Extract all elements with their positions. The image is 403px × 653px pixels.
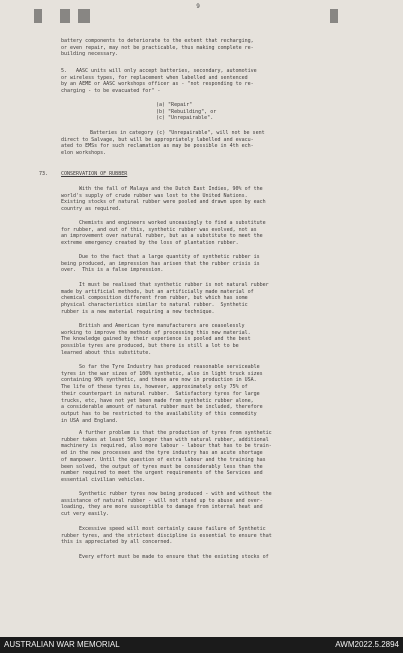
paragraph-5-body [61, 75, 254, 95]
text-line: learned about this substitute. [61, 349, 152, 356]
section-heading: CONSERVATION OF RUBBER [61, 171, 128, 177]
text-line: over. This is a false impression. [61, 267, 164, 274]
text-line: by an AEME or AASC workshops officer as - "not responding to re- [61, 81, 254, 88]
text-line: rubber is a new material requiring a new technique. [61, 308, 215, 315]
paragraph [61, 430, 272, 484]
archive-reference: AWM2022.5.2894 [335, 640, 399, 649]
option-item [156, 115, 216, 122]
archive-footer [0, 637, 403, 653]
option-label: (b) [156, 108, 166, 115]
text-line: assistance of natural rubber - will not stand up to abuse and over- [61, 497, 263, 504]
text-line: Batteries in category (c) "Unrepairable", will not be sent [90, 130, 265, 136]
paragraph [61, 220, 266, 247]
text-line: ated to EMSs for such reclamation as may be possible in 4th ech- [61, 143, 254, 150]
text-line: Synthetic rubber tyres now being produced - with and without the [79, 491, 272, 497]
text-line: working to improve the methods of processing this new material. [61, 329, 251, 336]
page-number: 9 [196, 3, 200, 10]
page-top-tabs [0, 0, 403, 32]
text-line: of manpower. Until the question of extra labour and the training has [61, 456, 266, 463]
paragraph-5-closing [61, 130, 265, 157]
options-list [156, 102, 216, 122]
text-line: being produced, an impression has arisen that the rubber crisis is [61, 260, 260, 267]
binding-tab [330, 9, 338, 23]
text-line: direct to Salvage, but will be appropriately labelled and evacu- [61, 136, 254, 143]
text-line: world's supply of crude rubber was lost to the United Nations. [61, 192, 248, 199]
text-line: British and American tyre manufacturers are ceaselessly [79, 323, 245, 329]
text-line: rubber tyres, and the strictest discipline is essential to ensure that [61, 532, 272, 539]
option-text: "Rebuilding", or [168, 108, 217, 115]
text-line: ed in the new processes and the tyre industry has an acute shortage [61, 450, 263, 457]
paragraph [61, 186, 266, 213]
text-line: It must be realised that synthetic rubber is not natural rubber [79, 282, 269, 288]
text-line: Chemists and engineers worked unceasingly to find a substitute [79, 220, 266, 226]
text-line: output has to be restricted to the availability of this commodity [61, 410, 257, 417]
document-body [0, 38, 403, 637]
text-line: or even repair, may not be practicable, thus making complete re- [61, 44, 254, 51]
text-line: country as required. [61, 206, 122, 213]
text-line: AASC units will only accept batteries, secondary, automotive [76, 68, 257, 74]
text-line: Every effort must be made to ensure that the existing stocks of [79, 554, 269, 560]
text-line: their counterpart in natural rubber. Satisfactory tyres for large [61, 390, 260, 397]
text-line: number required to meet the urgent requirements of the Services and [61, 470, 263, 477]
paragraph-number: 5. [61, 68, 68, 74]
text-line: possible tyres are produced, but there is still a lot to be [61, 343, 239, 350]
text-line: or wireless types, for replacement when labelled and sentenced [61, 74, 248, 81]
option-label: (a) [156, 102, 166, 108]
text-line: physical characteristics similar to natural rubber. Synthetic [61, 302, 248, 309]
text-line: made by artificial methods, but an artificially made material of [61, 288, 254, 295]
text-line: in USA and England. [61, 417, 119, 424]
option-label: (c) [156, 115, 166, 122]
binding-tab [78, 9, 90, 23]
binding-tab [60, 9, 70, 23]
text-line: elon workshops. [61, 150, 107, 157]
section-number: 73. [39, 171, 49, 177]
paragraph [61, 282, 269, 316]
text-line: trucks, etc, have not yet been made from synthetic rubber alone, [61, 397, 254, 404]
text-line: this is appreciated by all concerned. [61, 539, 173, 546]
paragraph [61, 364, 263, 424]
intro-paragraph [61, 38, 254, 58]
text-line: With the fall of Malaya and the Dutch East Indies, 90% of the [79, 186, 263, 192]
text-line: rubber takes at least 50% longer than with natural rubber, additional [61, 436, 269, 443]
text-line: extreme emergency created by the loss of plantation rubber. [61, 240, 239, 247]
text-line: loading, they are more susceptible to damage from internal heat and [61, 504, 263, 511]
text-line: Existing stocks of natural rubber were pooled and drawn upon by each [61, 199, 266, 206]
text-line: Excessive speed will most certainly cause failure of Synthetic [79, 526, 266, 532]
text-line: So far the Tyre Industry has produced reasonable serviceable [79, 364, 260, 370]
text-line: essential civilian vehicles. [61, 476, 146, 483]
paragraph [61, 254, 260, 274]
option-item [156, 109, 216, 116]
paragraph [61, 323, 251, 357]
text-line: Due to the fact that a large quantity of synthetic rubber is [79, 254, 260, 260]
text-line: machinery is required, also more labour - labour that has to be train- [61, 443, 272, 450]
text-line: battery components to deteriorate to the extent that recharging, [61, 38, 254, 44]
text-line: a considerable amount of natural rubber must be included, therefore [61, 404, 263, 411]
text-line: The knowledge gained by their experience is pooled and the best [61, 336, 251, 343]
archive-name: AUSTRALIAN WAR MEMORIAL [4, 640, 120, 649]
paragraph-5-first-line [76, 68, 257, 75]
option-text: "Unrepairable". [168, 115, 214, 122]
paragraph [61, 554, 269, 561]
text-line: A further problem is that the production of tyres from synthetic [79, 430, 272, 436]
text-line: tyres in the war sizes of 100% synthetic, also in light truck sizes [61, 370, 263, 377]
text-line: for rubber, and out of this, synthetic rubber was evolved, not as [61, 226, 257, 233]
paragraph [61, 526, 272, 546]
text-line: containing 90% synthetic, and these are now in production in USA. [61, 377, 257, 384]
text-line: The life of these tyres is, however, approximately only 75% of [61, 384, 248, 391]
text-line: cut very easily. [61, 511, 110, 518]
paragraph [61, 491, 272, 518]
text-line: chemical composition different from rubber, but which has some [61, 295, 248, 302]
text-line: an improvement over natural rubber, but as a substitute to meet the [61, 233, 263, 240]
binding-tab [34, 9, 42, 23]
option-text: "Repair" [168, 102, 193, 108]
option-item [156, 102, 216, 109]
text-line: charging - to be evacuated for" - [61, 88, 161, 95]
text-line: been solved, the output of tyres must be considerably less than the [61, 463, 263, 470]
text-line: building necessary. [61, 51, 119, 58]
